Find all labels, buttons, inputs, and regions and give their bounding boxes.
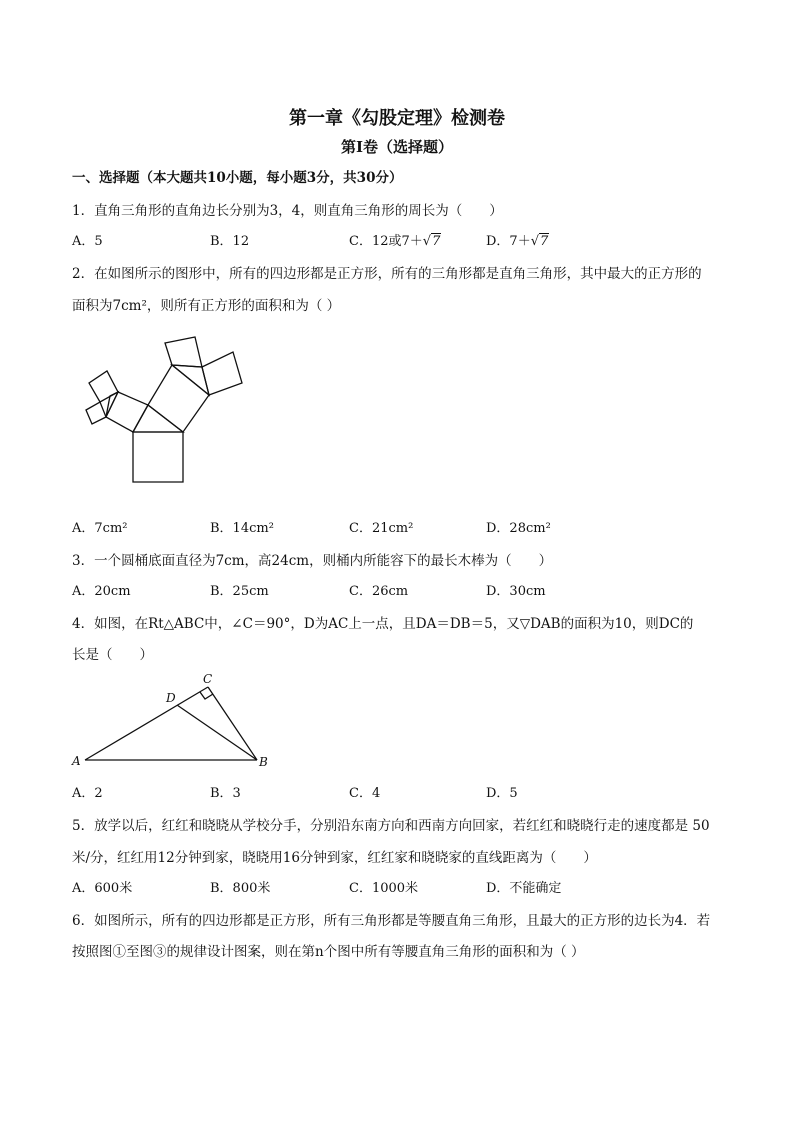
segment-cb bbox=[208, 687, 257, 760]
question-4-options bbox=[72, 782, 722, 802]
question-1-text: 1．直角三角形的直角边长分别为3，4，则直角三角形的周长为（ ） bbox=[72, 203, 503, 219]
label-b: B bbox=[259, 755, 268, 769]
question-4-line-2: 长是（ ） bbox=[72, 647, 153, 663]
page-subtitle: 第Ⅰ卷（选择题） bbox=[340, 138, 454, 156]
section-heading: 一、选择题（本大题共10小题，每小题3分，共30分） bbox=[72, 170, 403, 186]
q1-option-c-radicand: 7 bbox=[432, 234, 441, 249]
q3-option-b: B．25cm bbox=[210, 584, 269, 599]
label-c: C bbox=[203, 672, 213, 686]
question-2-line-1: 2．在如图所示的图形中，所有的四边形都是正方形，所有的三角形都是直角三角形，其中最大的正方形的 bbox=[72, 266, 702, 282]
question-5-line-2: 米/分，红红用12分钟到家，晓晓用16分钟到家，红红家和晓晓家的直线距离为（ ） bbox=[72, 850, 597, 866]
q1-option-d-sqrt: √7 bbox=[530, 234, 549, 249]
q5-option-c: C．1000米 bbox=[349, 881, 419, 896]
q2-option-b: B．14cm² bbox=[210, 521, 274, 536]
question-3-text: 3．一个圆桶底面直径为7cm，高24cm，则桶内所能容下的最长木棒为（ ） bbox=[72, 553, 553, 569]
right-angle-mark bbox=[200, 692, 213, 699]
q2-option-a: A．7cm² bbox=[72, 521, 128, 536]
q2-option-c: C．21cm² bbox=[349, 521, 414, 536]
q1-option-a: A．5 bbox=[72, 234, 103, 249]
q4-option-d: D．5 bbox=[486, 786, 518, 801]
q4-option-c: C．4 bbox=[349, 786, 381, 801]
question-5-line-1: 5．放学以后，红红和晓晓从学校分手，分别沿东南方向和西南方向回家，若红红和晓晓行走的速度都是 50 bbox=[72, 818, 710, 834]
q5-option-b: B．800米 bbox=[210, 881, 271, 896]
q3-option-a: A．20cm bbox=[72, 584, 131, 599]
label-d: D bbox=[166, 691, 176, 705]
question-5-options bbox=[72, 877, 722, 897]
q4-option-a: A．2 bbox=[72, 786, 103, 801]
q1-option-b: B．12 bbox=[210, 234, 250, 249]
segment-ac bbox=[85, 687, 208, 760]
label-a: A bbox=[72, 754, 81, 768]
question-4-line-1: 4．如图，在Rt△ABC中，∠C＝90°，D为AC上一点，且DA＝DB＝5，又▽DAB的面积为10，则DC的 bbox=[72, 616, 694, 632]
q5-option-d: D．不能确定 bbox=[486, 881, 562, 896]
q1-option-d-prefix: D．7＋ bbox=[486, 234, 531, 249]
question-6-line-1: 6．如图所示，所有的四边形都是正方形，所有三角形都是等腰直角三角形，且最大的正方形的边长为4．若 bbox=[72, 913, 711, 929]
q1-option-d-radicand: 7 bbox=[540, 234, 549, 249]
q2-option-d: D．28cm² bbox=[486, 521, 551, 536]
q1-option-c-prefix: C．12或7＋ bbox=[349, 234, 423, 249]
q3-option-d: D．30cm bbox=[486, 584, 546, 599]
q4-option-b: B．3 bbox=[210, 786, 241, 801]
segment-db bbox=[177, 705, 257, 760]
question-6-line-2: 按照图①至图③的规律设计图案，则在第n个图中所有等腰直角三角形的面积和为（ ） bbox=[72, 944, 585, 960]
q5-option-a: A．600米 bbox=[72, 881, 133, 896]
question-2-line-2: 面积为7cm²，则所有正方形的面积和为（ ） bbox=[72, 298, 341, 314]
page-title: 第一章《勾股定理》检测卷 bbox=[289, 108, 505, 129]
q3-option-c: C．26cm bbox=[349, 584, 409, 599]
q1-option-c-sqrt: √7 bbox=[422, 234, 441, 249]
